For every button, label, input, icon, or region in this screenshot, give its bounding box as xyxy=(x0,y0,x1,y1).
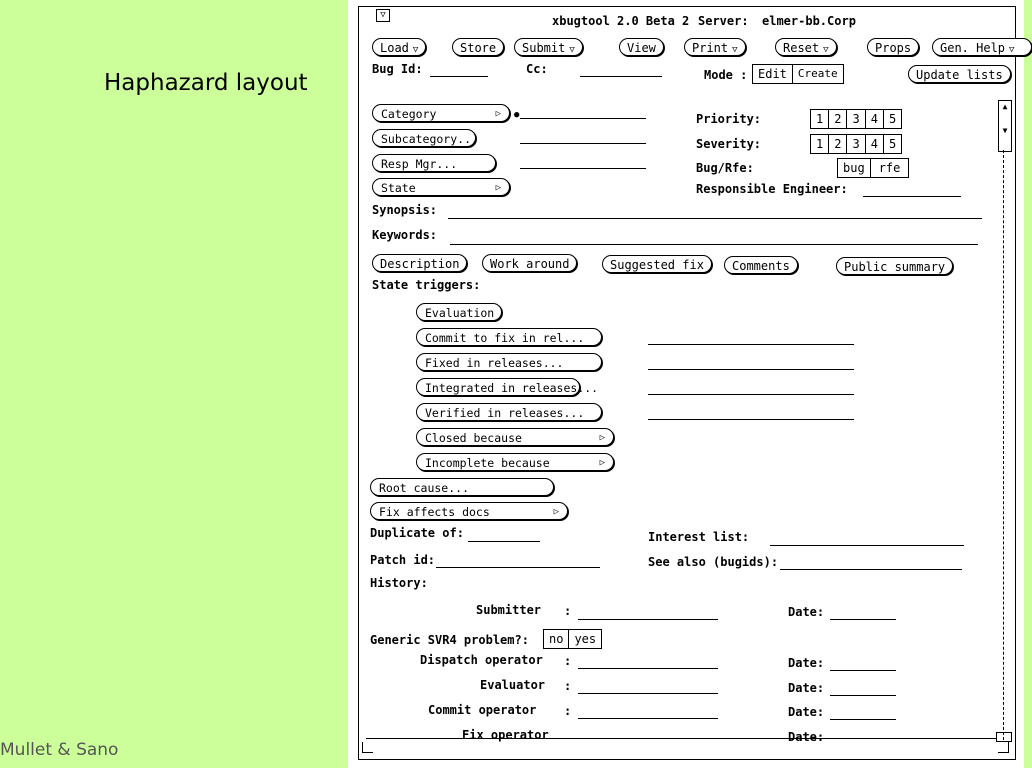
patch-id-label: Patch id: xyxy=(370,553,436,567)
submit-label: Submit xyxy=(522,41,566,55)
patch-id-field[interactable] xyxy=(436,567,600,568)
menu-triangle-icon: ▷ xyxy=(495,183,501,193)
svr4-yes-option[interactable]: yes xyxy=(568,629,602,649)
view-button[interactable]: View xyxy=(619,38,664,56)
svr4-problem-label: Generic SVR4 problem?: xyxy=(370,633,529,647)
rfe-option[interactable]: rfe xyxy=(870,158,910,178)
evaluation-button[interactable]: Evaluation xyxy=(416,303,502,321)
mode-edit-option[interactable]: Edit xyxy=(752,64,793,84)
dispatch-operator-field[interactable] xyxy=(578,668,718,669)
verified-field[interactable] xyxy=(648,419,854,420)
dispatch-operator-label: Dispatch operator xyxy=(420,653,543,667)
integrated-in-releases-button[interactable]: Integrated in releases... xyxy=(416,378,580,396)
severity-label: Severity: xyxy=(696,137,762,151)
work-around-button[interactable]: Work around xyxy=(482,254,577,272)
svr4-selector[interactable] xyxy=(544,629,602,649)
dispatch-colon: : xyxy=(564,654,572,668)
severity-option-2[interactable]: 2 xyxy=(828,134,847,154)
menu-triangle-icon: ▷ xyxy=(553,507,559,517)
bug-id-label: Bug Id: xyxy=(372,62,423,76)
menu-triangle-icon: ▽ xyxy=(569,45,575,55)
state-triggers-label: State triggers: xyxy=(372,278,481,292)
interest-list-field[interactable] xyxy=(770,545,964,546)
submit-button[interactable] xyxy=(514,38,583,56)
synopsis-field[interactable] xyxy=(448,218,982,219)
submitter-date-field[interactable] xyxy=(830,619,896,620)
slide-credit: Mullet & Sano xyxy=(0,740,119,760)
category-label: Category xyxy=(381,107,437,121)
history-label: History: xyxy=(370,576,428,590)
scrollbar-track[interactable] xyxy=(1003,150,1006,740)
state-label: State xyxy=(381,181,416,195)
submitter-colon: : xyxy=(564,604,572,618)
gen-help-label: Gen. Help xyxy=(940,41,1006,55)
priority-option-5[interactable]: 5 xyxy=(883,109,902,129)
priority-option-1[interactable]: 1 xyxy=(810,109,829,129)
keywords-field[interactable] xyxy=(450,244,978,245)
menu-triangle-icon: ▽ xyxy=(823,45,829,55)
menu-triangle-icon: ▽ xyxy=(412,45,419,55)
severity-option-4[interactable]: 4 xyxy=(865,134,884,154)
commit-to-fix-button[interactable]: Commit to fix in rel... xyxy=(416,328,602,346)
menu-triangle-icon: ▽ xyxy=(1009,45,1015,55)
menu-triangle-icon: ▷ xyxy=(599,433,605,443)
cc-field[interactable] xyxy=(580,76,662,77)
horizontal-scrollbar[interactable] xyxy=(366,738,996,739)
window-title: xbugtool 2.0 Beta 2 xyxy=(552,14,690,28)
comments-button[interactable]: Comments xyxy=(724,256,798,274)
priority-label: Priority: xyxy=(696,112,762,126)
fix-affects-docs-button[interactable] xyxy=(370,502,568,520)
see-also-label: See also (bugids): xyxy=(648,555,779,569)
closed-because-label: Closed because xyxy=(425,431,522,445)
closed-because-button[interactable] xyxy=(416,428,614,446)
server-value: elmer-bb.Corp xyxy=(762,14,856,28)
integrated-field[interactable] xyxy=(648,394,854,395)
commit-date-label: Date: xyxy=(788,705,825,719)
submitter-date-label: Date: xyxy=(788,605,825,619)
priority-selector[interactable] xyxy=(811,109,902,129)
mode-label: Mode : xyxy=(704,68,748,82)
window-menu-icon[interactable]: ▽ xyxy=(376,9,390,22)
evaluator-field[interactable] xyxy=(578,693,718,694)
dispatch-date-field[interactable] xyxy=(830,670,896,671)
subcategory-field[interactable] xyxy=(520,143,646,144)
responsible-engineer-label: Responsible Engineer: xyxy=(696,182,848,196)
bug-rfe-selector[interactable] xyxy=(838,158,909,178)
commit-field[interactable] xyxy=(648,344,854,345)
incomplete-because-button[interactable] xyxy=(416,453,614,471)
duplicate-of-field[interactable] xyxy=(468,541,540,542)
severity-option-1[interactable]: 1 xyxy=(810,134,829,154)
scrollbar-end-cap[interactable] xyxy=(996,732,1012,742)
category-pointer-icon: ● xyxy=(514,110,520,120)
severity-option-5[interactable]: 5 xyxy=(883,134,902,154)
menu-triangle-icon: ▷ xyxy=(599,458,605,468)
keywords-label: Keywords: xyxy=(372,228,438,242)
svr4-no-option[interactable]: no xyxy=(543,629,569,649)
description-button[interactable]: Description xyxy=(372,254,467,272)
verified-in-releases-button[interactable]: Verified in releases... xyxy=(416,403,602,421)
interest-list-label: Interest list: xyxy=(648,530,750,544)
slide-title: Haphazard layout xyxy=(104,70,308,96)
commit-operator-field[interactable] xyxy=(578,718,718,719)
dispatch-date-label: Date: xyxy=(788,656,825,670)
bug-option[interactable]: bug xyxy=(837,158,871,178)
xbugtool-window xyxy=(348,0,1024,768)
print-button[interactable] xyxy=(684,38,746,56)
commit-operator-label: Commit operator xyxy=(428,703,537,717)
priority-option-2[interactable]: 2 xyxy=(828,109,847,129)
incomplete-because-label: Incomplete because xyxy=(425,456,550,470)
fix-affects-docs-label: Fix affects docs xyxy=(379,505,490,519)
priority-option-4[interactable]: 4 xyxy=(865,109,884,129)
fix-date-label: Date: xyxy=(788,730,825,744)
evaluator-label: Evaluator xyxy=(480,678,546,692)
severity-selector[interactable] xyxy=(811,134,902,154)
submitter-field[interactable] xyxy=(578,619,718,620)
menu-triangle-icon: ▽ xyxy=(732,45,738,55)
state-menu-button[interactable] xyxy=(372,178,510,196)
update-lists-button[interactable]: Update lists xyxy=(908,65,1011,83)
evaluator-date-label: Date: xyxy=(788,681,825,695)
commit-colon: : xyxy=(564,704,572,718)
mode-selector[interactable] xyxy=(753,64,844,84)
commit-date-field[interactable] xyxy=(830,719,896,720)
duplicate-of-label: Duplicate of: xyxy=(370,526,464,540)
reset-button[interactable] xyxy=(775,38,837,56)
window-corner xyxy=(362,742,373,753)
menu-triangle-icon: ▷ xyxy=(495,109,501,119)
bug-rfe-label: Bug/Rfe: xyxy=(696,161,754,175)
mode-create-option[interactable]: Create xyxy=(792,64,844,84)
submitter-label: Submitter xyxy=(476,603,542,617)
store-button[interactable]: Store xyxy=(452,38,504,56)
category-field[interactable] xyxy=(520,118,646,119)
scrollbar-up-arrow[interactable]: ▲ ▼ xyxy=(998,100,1012,152)
load-button[interactable] xyxy=(372,38,426,56)
suggested-fix-button[interactable]: Suggested fix xyxy=(602,255,712,273)
bug-id-field[interactable] xyxy=(430,76,488,77)
window-corner xyxy=(998,742,1009,753)
load-label: Load xyxy=(380,41,409,55)
severity-option-3[interactable]: 3 xyxy=(846,134,865,154)
resp-mgr-field[interactable] xyxy=(520,168,646,169)
see-also-field[interactable] xyxy=(780,569,962,570)
responsible-engineer-field[interactable] xyxy=(863,196,961,197)
reset-label: Reset xyxy=(783,41,820,55)
server-label: Server: xyxy=(698,14,749,28)
priority-option-3[interactable]: 3 xyxy=(846,109,865,129)
root-cause-button[interactable]: Root cause... xyxy=(370,478,554,496)
fixed-in-releases-button[interactable]: Fixed in releases... xyxy=(416,353,602,371)
print-label: Print xyxy=(692,41,729,55)
public-summary-button[interactable]: Public summary xyxy=(836,257,953,275)
synopsis-label: Synopsis: xyxy=(372,203,438,217)
resp-mgr-button[interactable]: Resp Mgr... xyxy=(372,154,496,172)
fixed-field[interactable] xyxy=(648,369,854,370)
evaluator-colon: : xyxy=(564,679,572,693)
fix-operator-label: Fix operator xyxy=(462,728,549,742)
category-menu-button[interactable] xyxy=(372,104,510,122)
subcategory-button[interactable]: Subcategory... xyxy=(372,129,476,147)
gen-help-button[interactable] xyxy=(932,38,1032,56)
props-button[interactable]: Props xyxy=(867,38,919,56)
evaluator-date-field[interactable] xyxy=(830,695,896,696)
cc-label: Cc: xyxy=(526,62,548,76)
